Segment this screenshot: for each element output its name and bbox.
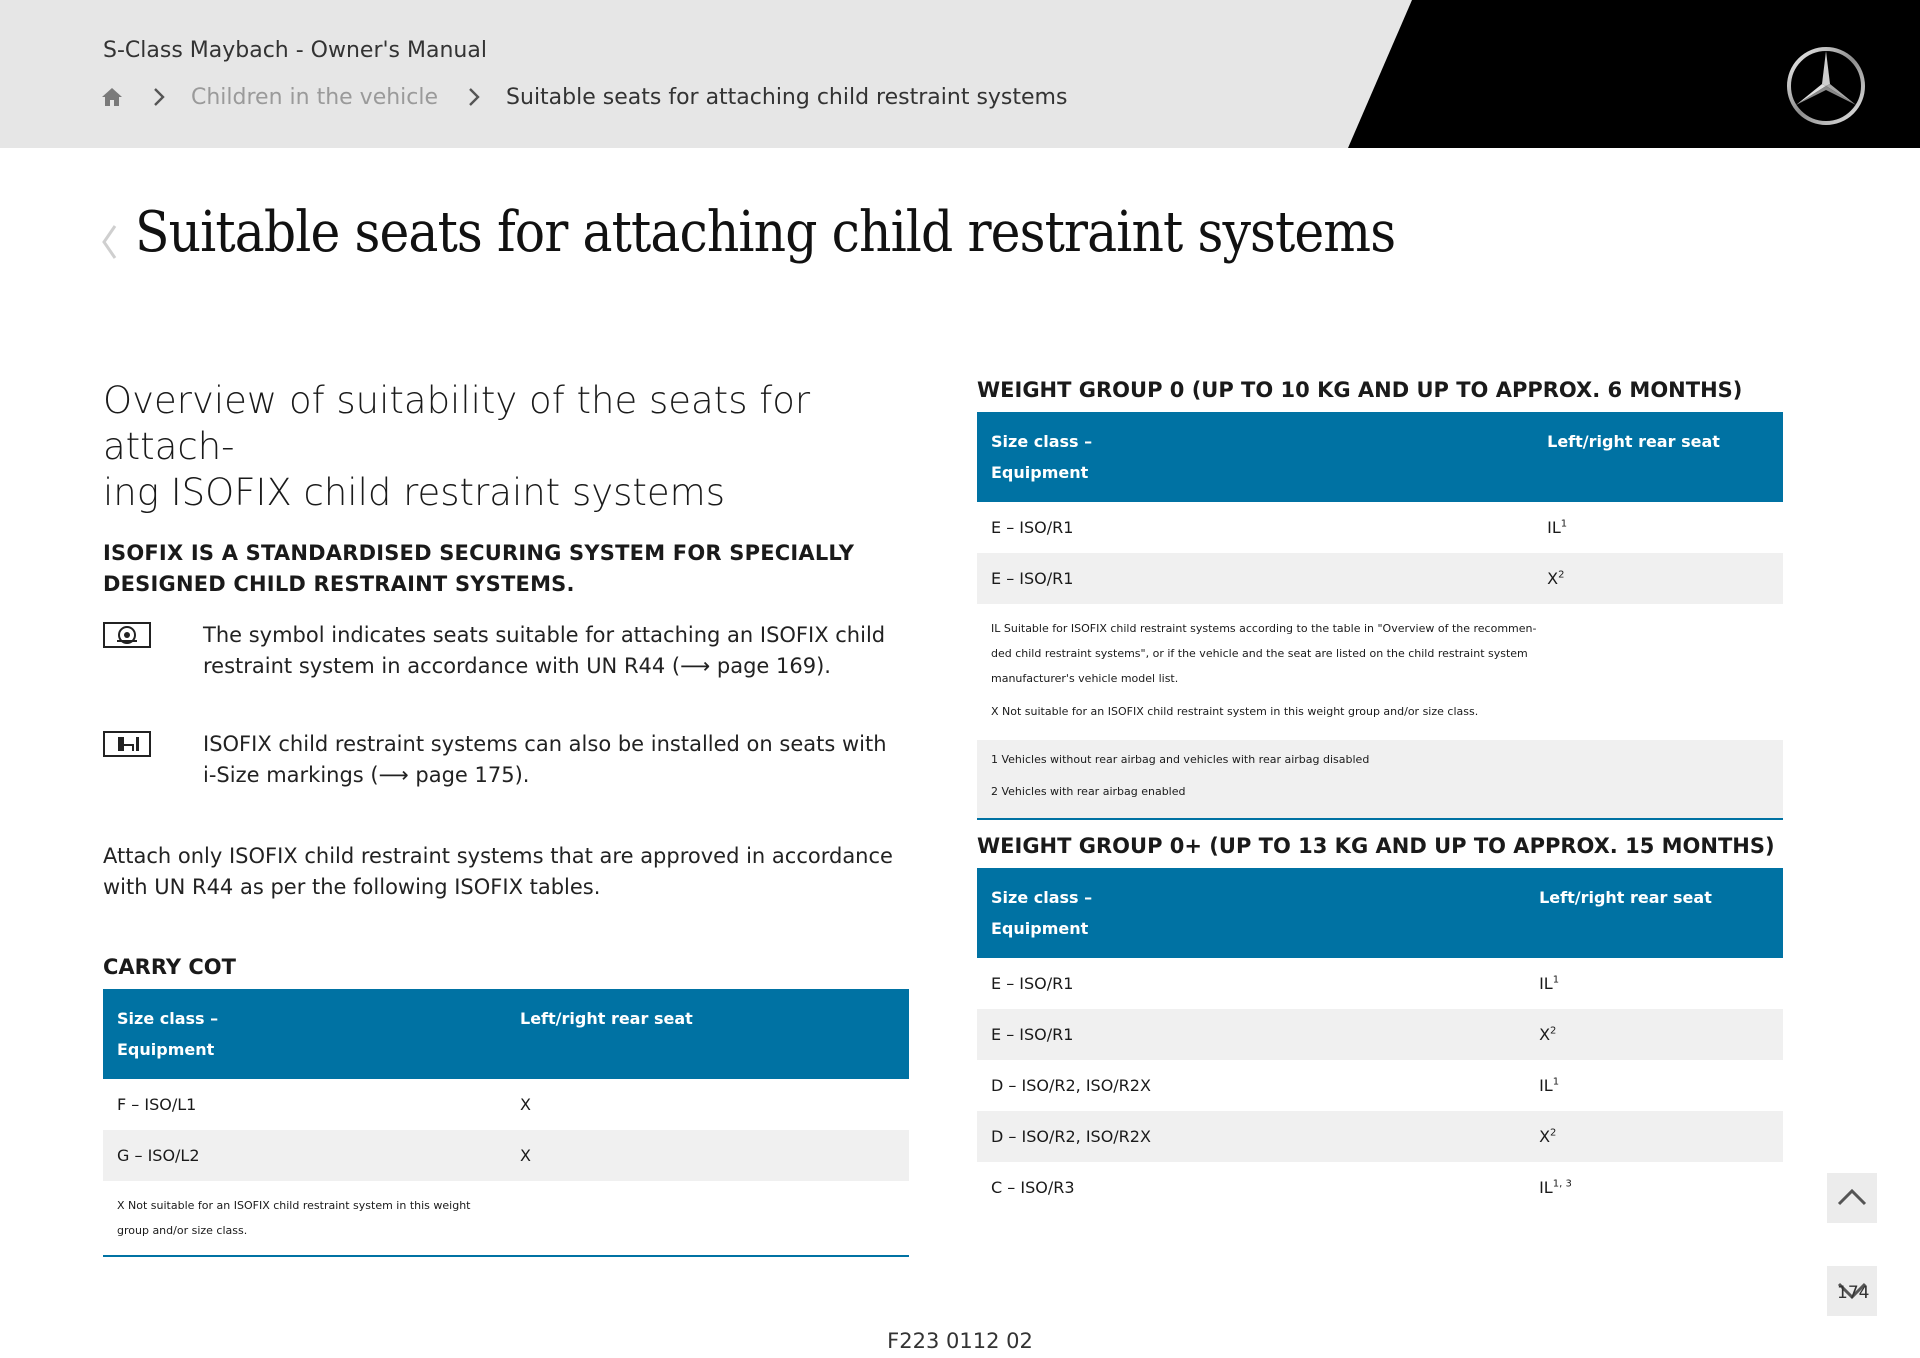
column-header-seat: Left/right rear seat <box>1525 868 1783 958</box>
cell-size-class: C – ISO/R3 <box>991 1178 1075 1197</box>
cell-seat: X <box>506 1130 909 1181</box>
header-text: Size class – <box>991 888 1093 907</box>
cell-size-class: E – ISO/R1 <box>977 553 1533 604</box>
footnote-ref: 2 <box>1550 1025 1557 1037</box>
header-text: Equipment <box>991 919 1089 938</box>
footnote-ref: 1 <box>1552 974 1560 986</box>
header-text: Equipment <box>991 463 1089 482</box>
back-chevron-icon[interactable] <box>100 223 118 261</box>
cell-seat <box>1533 553 1783 604</box>
table-note-row <box>977 604 1783 740</box>
note-line: X Not suitable for an ISOFIX child restraint system in this weight <box>117 1199 471 1212</box>
isofix-child-seat-icon <box>103 622 151 648</box>
cell-seat <box>1525 958 1783 1009</box>
table-row <box>977 1111 1783 1162</box>
manual-title: S-Class Maybach - Owner's Manual <box>103 38 487 63</box>
seat-value: IL <box>1539 1178 1553 1197</box>
seat-value: IL <box>1539 974 1553 993</box>
footer-code: F223 0112 02 <box>887 1329 1033 1353</box>
isize-child-seat-icon <box>103 731 151 757</box>
symbol-text-line: restraint system in accordance with UN R44 (⟶ page 169). <box>203 654 831 678</box>
page-title: Suitable seats for attaching child restraint systems <box>135 200 1396 265</box>
chevron-right-icon <box>153 87 165 107</box>
cell-seat <box>1533 502 1783 553</box>
note-line: IL Suitable for ISOFIX child restraint systems according to the table in "Overview of the recommen- <box>991 622 1537 635</box>
mercedes-star-logo-icon[interactable] <box>1785 45 1867 127</box>
footnote-ref: 1 <box>1552 1076 1560 1088</box>
table-row <box>977 1009 1783 1060</box>
cell-size-class: G – ISO/L2 <box>103 1130 506 1181</box>
symbol-row-isize <box>103 729 909 791</box>
header-black-panel <box>0 0 1920 148</box>
breadcrumb-current: Suitable seats for attaching child restraint systems <box>506 84 1068 110</box>
group0plus-heading: WEIGHT GROUP 0+ (UP TO 13 KG AND UP TO APPROX. 15 MONTHS) <box>977 834 1775 858</box>
symbol-row-isofix <box>103 620 909 682</box>
note-line: ded child restraint systems", or if the vehicle and the seat are listed on the child restraint system <box>991 647 1528 660</box>
table-note <box>103 1181 909 1256</box>
seat-value: IL <box>1547 518 1561 537</box>
carry-cot-heading: CARRY COT <box>103 955 236 979</box>
footnote-line: 2 Vehicles with rear airbag enabled <box>991 785 1186 798</box>
breadcrumb-link-children[interactable]: Children in the vehicle <box>191 84 439 110</box>
footnote-ref: 2 <box>1550 1127 1557 1139</box>
table-row <box>977 958 1783 1009</box>
chevron-up-icon <box>1827 1173 1877 1223</box>
caps-heading-line: ISOFIX IS A STANDARDISED SECURING SYSTEM FOR SPECIALLY <box>103 541 855 565</box>
table-note <box>977 604 1783 740</box>
symbol-description <box>203 620 885 682</box>
cell-size-class: E – ISO/R1 <box>991 974 1074 993</box>
cell-seat: X <box>520 1095 531 1114</box>
section-title <box>103 378 909 516</box>
group0plus-table <box>977 868 1783 1213</box>
column-header-size-class <box>977 412 1533 502</box>
table-header-row <box>977 412 1783 502</box>
table-row <box>977 553 1783 604</box>
seat-value: X <box>1539 1025 1551 1044</box>
symbol-text-line: i-Size markings (⟶ page 175). <box>203 763 530 787</box>
header-text: Size class – <box>117 1009 219 1028</box>
right-column <box>977 378 1783 1213</box>
column-header-size-class <box>977 868 1525 958</box>
home-icon[interactable] <box>101 86 123 108</box>
cell-size-class: D – ISO/R2, ISO/R2X <box>977 1111 1525 1162</box>
header-bar <box>0 0 1920 148</box>
paragraph-line: Attach only ISOFIX child restraint systems that are approved in accordance <box>103 844 893 868</box>
table-row <box>977 1060 1783 1111</box>
footnote-line: 1 Vehicles without rear airbag and vehicles with rear airbag disabled <box>991 753 1370 766</box>
table-footnote-row <box>977 740 1783 819</box>
section-title-line: Overview of suitability of the seats for attach- <box>103 379 811 468</box>
cell-seat <box>1525 1111 1783 1162</box>
seat-value: X <box>1539 1127 1551 1146</box>
symbol-description <box>203 729 887 791</box>
symbol-text-line: ISOFIX child restraint systems can also be installed on seats with <box>203 732 887 756</box>
left-column <box>103 378 909 1257</box>
table-row <box>103 1130 909 1181</box>
column-header-seat: Left/right rear seat <box>506 989 909 1079</box>
header-text: Size class – <box>991 432 1093 451</box>
column-header-seat: Left/right rear seat <box>1533 412 1783 502</box>
breadcrumb <box>101 82 1067 112</box>
note-line: group and/or size class. <box>117 1224 248 1237</box>
caps-heading-line: DESIGNED CHILD RESTRAINT SYSTEMS. <box>103 572 575 596</box>
cell-seat <box>1525 1162 1783 1213</box>
header-text: Equipment <box>117 1040 215 1059</box>
cell-seat <box>1525 1060 1783 1111</box>
symbol-text-line: The symbol indicates seats suitable for attaching an ISOFIX child <box>203 623 886 647</box>
table-row <box>103 1079 909 1130</box>
section-title-line: ing ISOFIX child restraint systems <box>103 471 725 514</box>
table-footnotes <box>977 740 1783 819</box>
page-number: 174 <box>1837 1283 1870 1303</box>
column-header-size-class <box>103 989 506 1079</box>
footnote-ref: 2 <box>1558 569 1565 581</box>
paragraph-line: with UN R44 as per the following ISOFIX tables. <box>103 875 601 899</box>
footnote-ref: 1 <box>1560 518 1568 530</box>
caps-heading <box>103 538 909 600</box>
table-note-row <box>103 1181 909 1256</box>
chevron-right-icon <box>468 87 480 107</box>
group0-heading: WEIGHT GROUP 0 (UP TO 10 KG AND UP TO APPROX. 6 MONTHS) <box>977 378 1743 402</box>
cell-seat <box>1525 1009 1783 1060</box>
approval-paragraph <box>103 841 909 903</box>
carry-cot-table <box>103 989 909 1257</box>
cell-size-class: E – ISO/R1 <box>991 518 1074 537</box>
cell-size-class: F – ISO/L1 <box>117 1095 197 1114</box>
group0-table <box>977 412 1783 820</box>
cell-size-class: D – ISO/R2, ISO/R2X <box>991 1076 1151 1095</box>
note-line: X Not suitable for an ISOFIX child restraint system in this weight group and/or size class. <box>991 705 1479 718</box>
footnote-ref: 1, 3 <box>1552 1178 1572 1190</box>
cell-size-class: E – ISO/R1 <box>977 1009 1525 1060</box>
table-row <box>977 1162 1783 1213</box>
seat-value: IL <box>1539 1076 1553 1095</box>
seat-value: X <box>1547 569 1559 588</box>
table-header-row <box>977 868 1783 958</box>
table-header-row <box>103 989 909 1079</box>
scroll-to-top-button[interactable] <box>1827 1173 1877 1223</box>
note-line: manufacturer's vehicle model list. <box>991 672 1179 685</box>
table-row <box>977 502 1783 553</box>
